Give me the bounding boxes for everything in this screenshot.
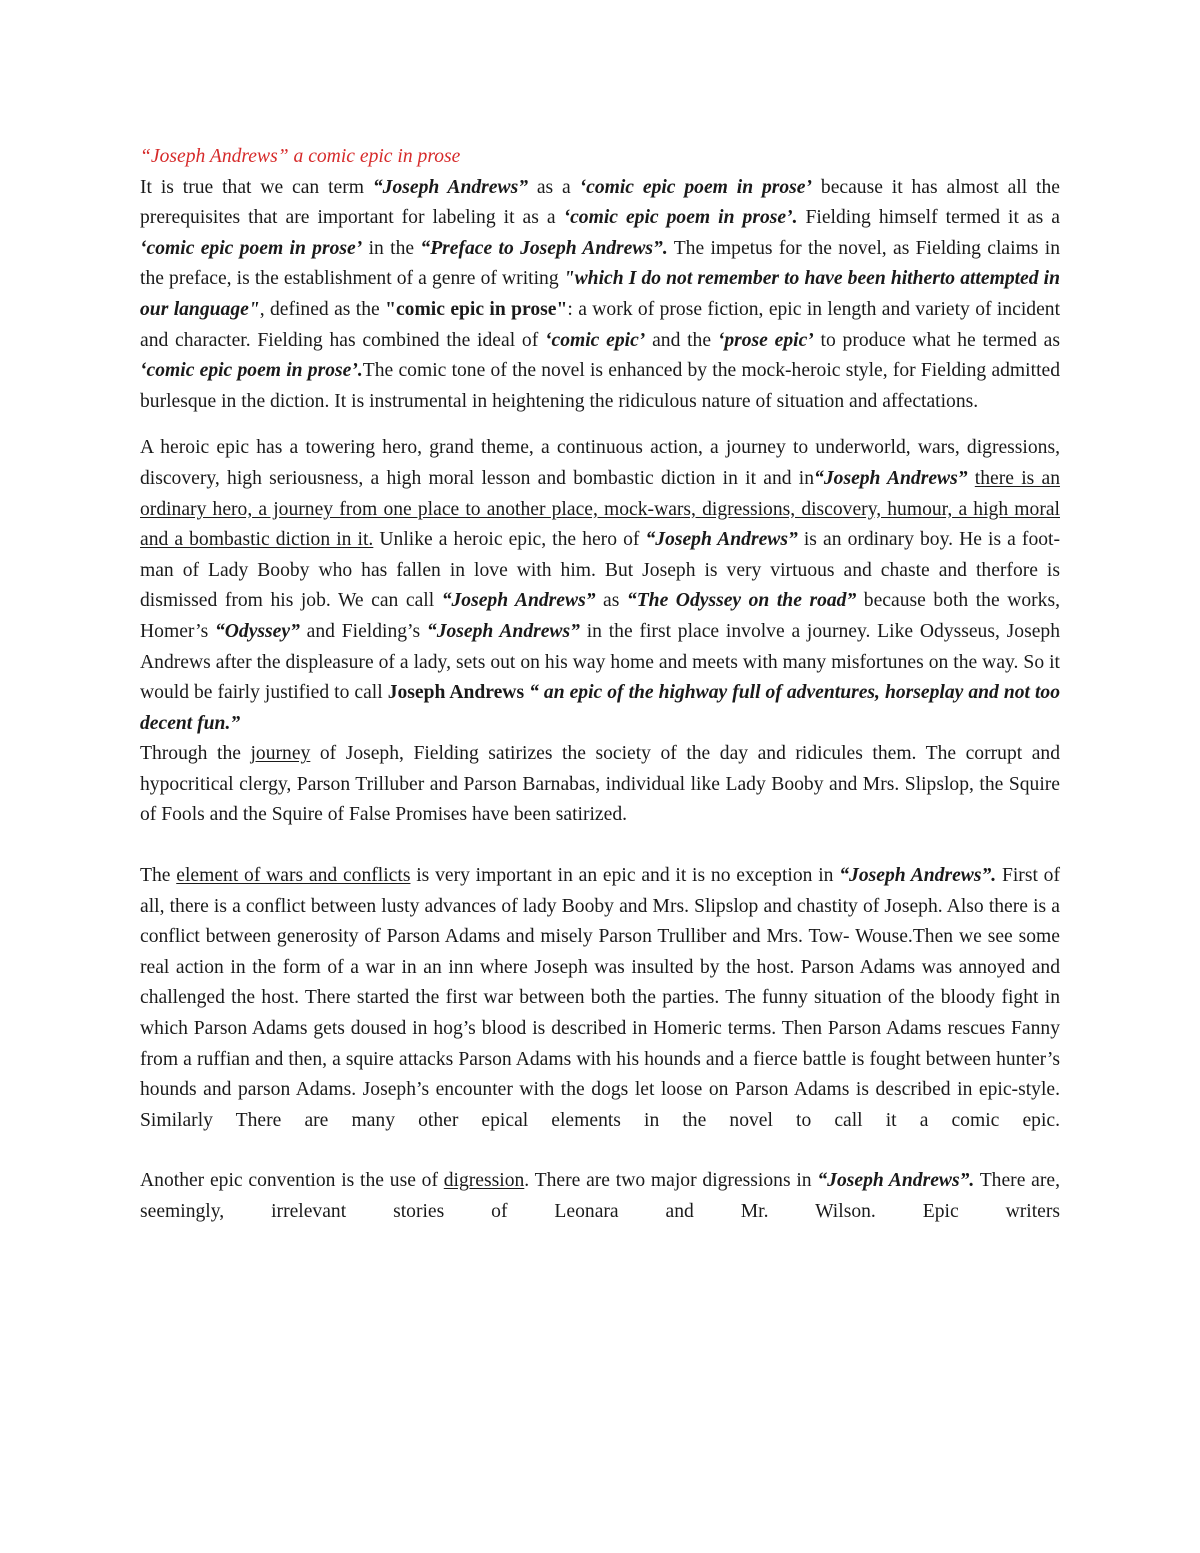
paragraph-5 [140, 1166, 1060, 1227]
emphasis: “Joseph Andrews” [441, 590, 596, 612]
emphasis: “Joseph Andrews”. [817, 1170, 975, 1192]
underlined-text: there is an ordinary hero, a journey from one place to another place, mock-wars, digressions, discovery, humour, a high moral and a bombastic diction in it. [140, 467, 1060, 551]
emphasis: Joseph Andrews [387, 682, 525, 704]
text-span: The comic tone of the novel is enhanced by the mock-heroic style, for Fielding admitted burlesque in the diction. It is instrumental in heightening the ridiculous nature of situation and affectations. [140, 360, 1061, 412]
emphasis: "comic epic in prose" [385, 298, 568, 320]
paragraph-2 [140, 433, 1060, 739]
underlined-text: digression [443, 1170, 525, 1192]
text-span: , defined as the [259, 298, 386, 320]
emphasis: ‘comic epic poem in prose’ [140, 237, 363, 259]
text-span: The [140, 865, 177, 887]
text-span: Fielding himself termed it as a [797, 207, 1060, 229]
underlined-text: journey [250, 743, 311, 765]
paragraph-3 [140, 739, 1060, 831]
emphasis: “Joseph Andrews” [645, 529, 798, 551]
emphasis: ‘comic epic poem in prose’ [579, 176, 813, 198]
emphasis: ‘prose epic’ [717, 329, 814, 351]
text-span: : a work of prose fiction, epic in length and variety of incident and character. Fielding has combined the ideal of [140, 298, 1061, 351]
document-body [140, 142, 1060, 1228]
emphasis: “Joseph Andrews” [372, 176, 528, 198]
emphasis: ‘comic epic poem in prose’. [563, 207, 798, 229]
emphasis: “Joseph Andrews” [814, 467, 968, 489]
emphasis: "which I do not remember to have been hitherto attempted in our language" [140, 268, 1060, 320]
text-span: because both the works, Homer’s [140, 590, 1060, 642]
text-span: A heroic epic has a towering hero, grand theme, a continuous action, a journey to underworld, wars, digressions, discovery, high seriousness, a high moral lesson and bombastic diction in it and in [140, 437, 1060, 489]
text-span: It is true that we can term [140, 176, 373, 198]
emphasis: “Odyssey” [214, 620, 300, 642]
text-span: in the [362, 237, 421, 259]
text-span: in the first place involve a journey. Like Odysseus, Joseph Andrews after the displeasure of a lady, sets out on his way home and meets with many misfortunes on the way. So it would be fairly justified to call [140, 620, 1060, 704]
text-span: is an ordinary boy. He is a foot-man of Lady Booby who has fallen in love with him. But Joseph is very virtuous and chaste and therfore is dismissed from his job. We can call [140, 529, 1061, 612]
emphasis: “ an epic of the highway full of adventures, horseplay and not too decent fun.” [140, 682, 1060, 734]
text-span: Another epic convention is the use of [140, 1170, 444, 1192]
emphasis: “Joseph Andrews” [426, 620, 580, 642]
text-span [968, 468, 975, 489]
text-span: as [595, 590, 627, 612]
underlined-text: element of wars and conflicts [176, 865, 411, 887]
document-title: “Joseph Andrews” a comic epic in prose [140, 146, 461, 167]
emphasis: ‘comic epic’ [544, 329, 646, 351]
text-span: Unlike a heroic epic, the hero of [373, 529, 646, 551]
paragraph-4 [140, 861, 1060, 1136]
text-span: as a [528, 176, 580, 198]
emphasis: ‘comic epic poem in prose’. [140, 360, 363, 382]
text-span: and Fielding’s [299, 620, 427, 642]
text-span: to produce what he termed as [813, 329, 1060, 351]
text-span: is very important in an epic and it is no exception in [410, 865, 840, 887]
text-span: The impetus for the novel, as Fielding claims in the preface, is the establishment of a genre of writing [140, 237, 1060, 290]
emphasis: “Preface to Joseph Andrews”. [420, 237, 668, 259]
text-span: and the [645, 329, 718, 351]
emphasis: “The Odyssey on the road” [626, 590, 857, 612]
text-span: Through the [140, 743, 251, 765]
text-span: There are, seemingly, irrelevant stories of Leonara and Mr. Wilson. Epic writers [140, 1170, 1060, 1222]
text-span: of Joseph, Fielding satirizes the society of the day and ridicules them. The corrupt and hypocritical clergy, Parson Trilluber and Parson Barnabas, individual like Lady Booby and Mrs. Slipslop, the Squire of Fools and the Squire of False Promises have been satirized. [140, 743, 1060, 826]
text-span: because it has almost all the prerequisites that are important for labeling it as a [140, 176, 1060, 229]
text-span: . There are two major digressions in [524, 1170, 818, 1192]
paragraph-1 [140, 173, 1060, 418]
emphasis: “Joseph Andrews”. [839, 865, 997, 887]
text-span: First of all, there is a conflict between lusty advances of lady Booby and Mrs. Slipslop and chastity of Joseph. Also there is a conflict between generosity of Parson Adams and misely Parson Trulliber and Mrs. Tow- Wouse.Then we see some real action in the form of a war in an inn where Joseph was insulted by the host. Parson Adams was annoyed and challenged the host. There started the first war between both the parties. The funny situation of the bloody fight in which Parson Adams gets doused in hog’s blood is described in Homeric terms. Then Parson Adams rescues Fanny from a ruffian and then, a squire attacks Parson Adams with his hounds and a fierce battle is fought between hunter’s hounds and parson Adams. Joseph’s encounter with the dogs let loose on Parson Adams is described in epic-style. Similarly There are many other epical elements in the novel to call it a comic epic. [140, 865, 1060, 1131]
